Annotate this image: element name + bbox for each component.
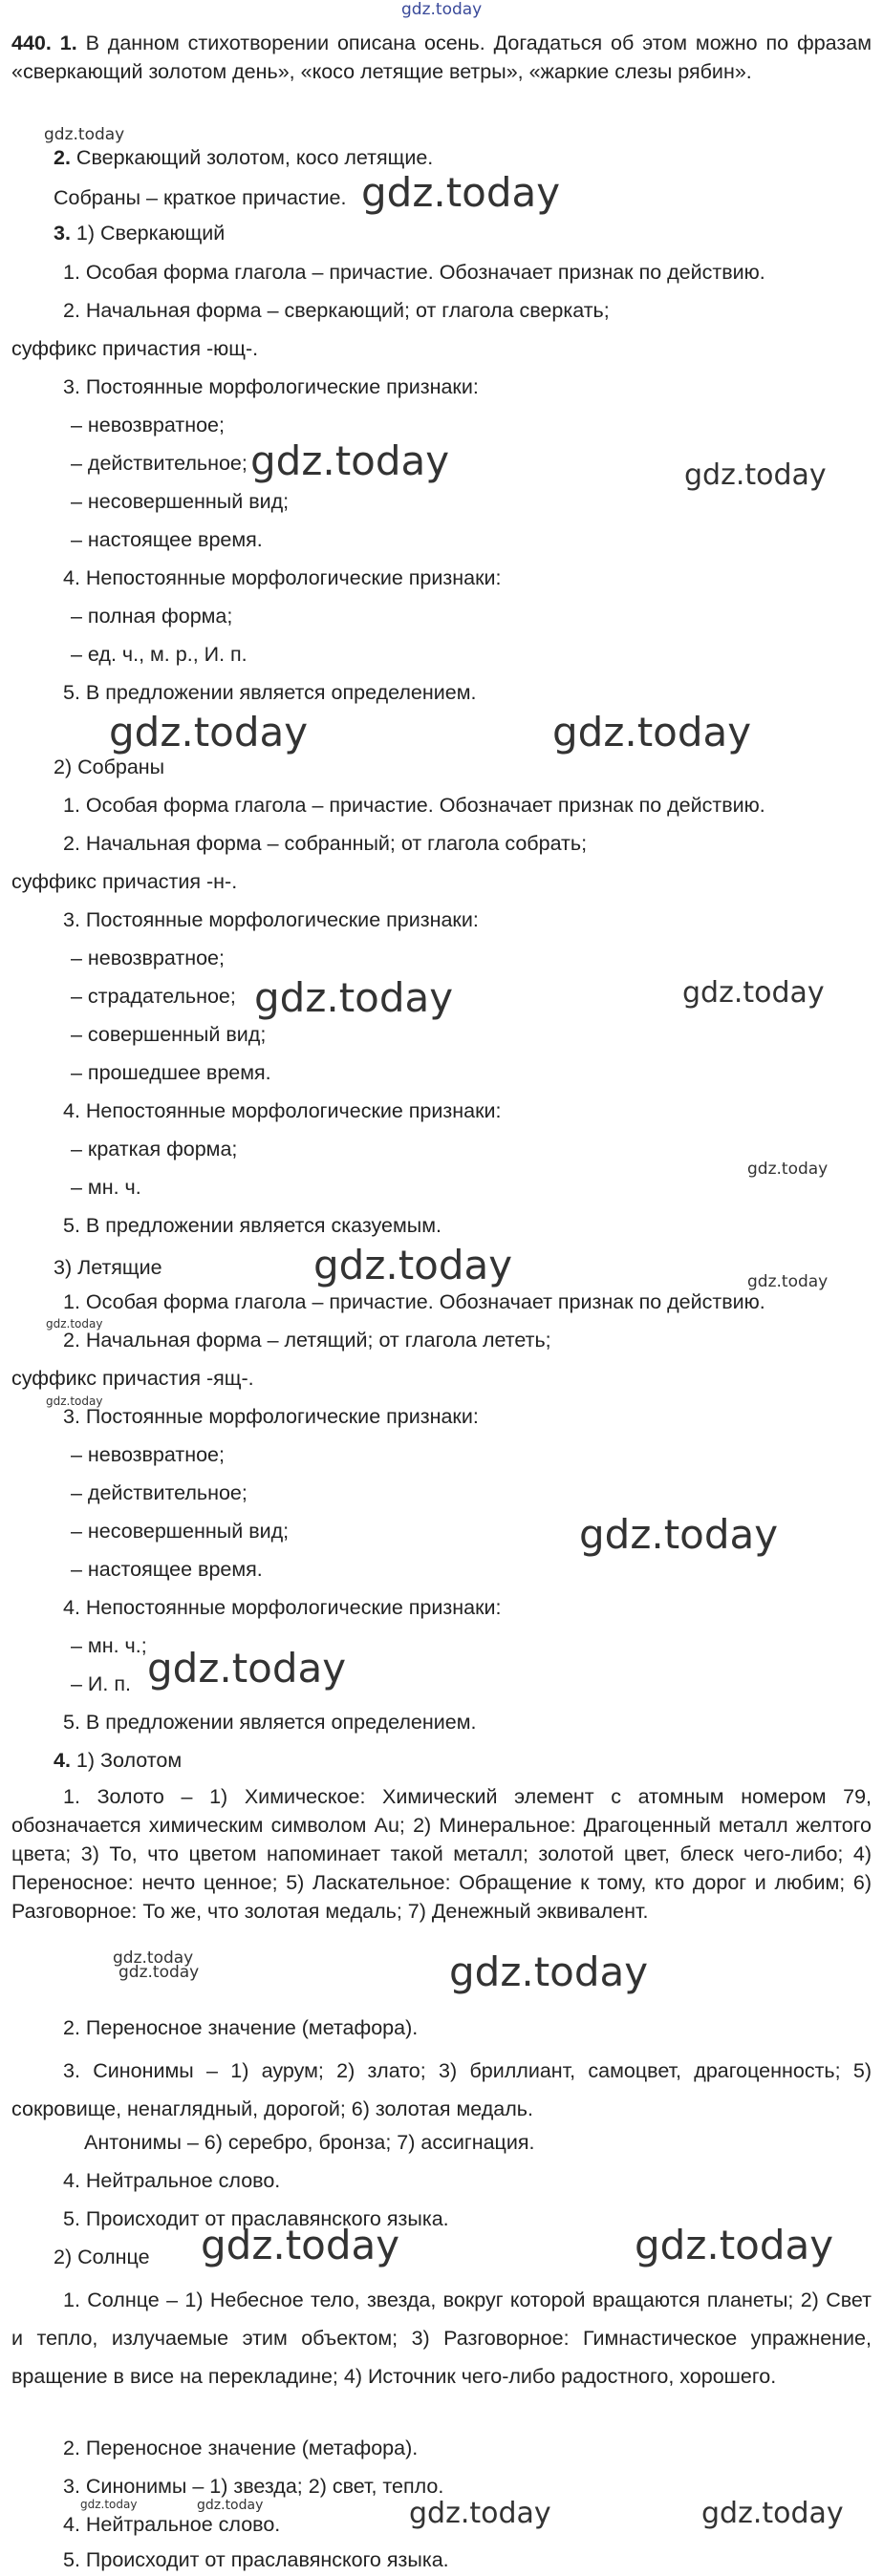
w1-definition: 1. Золото – 1) Химическое: Химический элемент с атомным номером 79, обозначается химическим символом Au; 2) Минеральное: Драгоценный металл желтого цвета; 3) То, что цветом напоминает такой металл; золотой цвет, блеск чего-либо; 4) Переносное: нечто ценное; 5) Ласкательное: Обращение к тому, кто дорог и любим; 6) Разговорное: То же, что золотая медаль; 7) Денежный эквивалент.: [11, 1785, 872, 1923]
watermark: gdz.today: [313, 1242, 513, 1288]
s1-line: – полная форма;: [71, 605, 233, 628]
s3-line: – действительное;: [71, 1481, 248, 1504]
task-number: 440.: [11, 32, 52, 54]
w1-neutral: 4. Нейтральное слово.: [63, 2169, 281, 2192]
task-paragraph-4: 4. 1) Золотом: [54, 1749, 183, 1772]
s1-line: 4. Непостоянные морфологические признаки:: [63, 566, 502, 589]
w2-synonyms: 3. Синонимы – 1) звезда; 2) свет, тепло.: [63, 2475, 444, 2498]
watermark: gdz.today: [701, 2497, 844, 2530]
watermark-top: gdz.today: [401, 0, 483, 19]
w1-figurative: 2. Переносное значение (метафора).: [63, 2016, 419, 2039]
task-paragraph-2-line2: Собраны – краткое причастие.: [54, 186, 347, 209]
watermark: gdz.today: [46, 1394, 103, 1408]
s1-line: 5. В предложении является определением.: [63, 681, 477, 704]
task-paragraph-2: 2. Сверкающий золотом, косо летящие.: [54, 146, 434, 169]
w1-antonyms: Антонимы – 6) серебро, бронза; 7) ассигнация.: [84, 2131, 535, 2154]
w1-origin: 5. Происходит от праславянского языка.: [63, 2207, 449, 2230]
s3-line: суффикс причастия -ящ-.: [11, 1367, 254, 1390]
s2-line: – совершенный вид;: [71, 1023, 267, 1046]
s2-line: – краткая форма;: [71, 1138, 238, 1160]
s3-line: 5. В предложении является определением.: [63, 1711, 477, 1734]
w1-synonyms: 3. Синонимы – 1) аурум; 2) злато; 3) бриллиант, самоцвет, драгоценность; 5) сокровище, ненаглядный, дорогой; 6) золотая медаль.: [11, 2059, 872, 2120]
watermark: gdz.today: [409, 2497, 551, 2530]
s1-line: 1. Особая форма глагола – причастие. Обозначает признак по действию.: [63, 261, 765, 284]
s1-line: – несовершенный вид;: [71, 490, 290, 513]
s3-line: – настоящее время.: [71, 1558, 263, 1581]
s3-line: 4. Непостоянные морфологические признаки:: [63, 1596, 502, 1619]
s2-head: 2) Собраны: [54, 756, 165, 778]
p1-text: В данном стихотворении описана осень. Догадаться об этом можно по фразам «сверкающий золотом день», «косо летящие ветры», «жаркие слезы рябин».: [11, 32, 872, 83]
s1-line: суффикс причастия -ющ-.: [11, 337, 259, 360]
s3-line: 1. Особая форма глагола – причастие. Обозначает признак по действию.: [63, 1290, 765, 1313]
watermark: gdz.today: [682, 976, 825, 1010]
s1-line: – действительное;: [71, 452, 248, 475]
task-paragraph-1: [11, 29, 872, 86]
s1-line: 3. Постоянные морфологические признаки:: [63, 375, 479, 398]
watermark: gdz.today: [552, 709, 752, 756]
s3-line: – И. п.: [71, 1672, 131, 1695]
s3-line: 2. Начальная форма – летящий; от глагола лететь;: [63, 1329, 551, 1352]
watermark: gdz.today: [109, 709, 309, 756]
watermark: gdz.today: [147, 1645, 347, 1692]
watermark: gdz.today: [747, 1272, 829, 1291]
watermark: gdz.today: [44, 125, 125, 144]
watermark: gdz.today: [747, 1160, 829, 1179]
s2-line: 1. Особая форма глагола – причастие. Обозначает признак по действию.: [63, 794, 765, 817]
watermark: gdz.today: [635, 2222, 834, 2268]
s3-line: – несовершенный вид;: [71, 1520, 290, 1543]
s3-line: – мн. ч.;: [71, 1634, 147, 1657]
s1-line: 2. Начальная форма – сверкающий; от глагола сверкать;: [63, 299, 610, 322]
s3-line: – невозвратное;: [71, 1443, 225, 1466]
watermark: gdz.today: [449, 1948, 649, 1995]
w2-head: 2) Солнце: [54, 2246, 150, 2268]
watermark: gdz.today: [254, 974, 454, 1021]
watermark: gdz.today: [201, 2222, 400, 2268]
watermark: gdz.today: [113, 1948, 194, 1968]
watermark: gdz.today: [250, 437, 450, 484]
s2-line: 4. Непостоянные морфологические признаки:: [63, 1099, 502, 1122]
s2-line: – прошедшее время.: [71, 1061, 271, 1084]
watermark: gdz.today: [46, 1317, 103, 1331]
s2-line: 3. Постоянные морфологические признаки:: [63, 908, 479, 931]
watermark: gdz.today: [80, 2498, 138, 2511]
task-paragraph-3: 3. 1) Сверкающий: [54, 222, 226, 245]
w2-definition: 1. Солнце – 1) Небесное тело, звезда, вокруг которой вращаются планеты; 2) Свет и тепло, излучаемые этим объектом; 3) Разговорное: Гимнастическое упражнение, вращение в висе на перекладине; 4) Источник чего-либо радостного, хорошего.: [11, 2289, 872, 2388]
s3-head: 3) Летящие: [54, 1256, 162, 1279]
s2-line: – мн. ч.: [71, 1176, 141, 1199]
w2-origin: 5. Происходит от праславянского языка.: [63, 2548, 449, 2571]
s1-line: – ед. ч., м. р., И. п.: [71, 643, 248, 666]
watermark: gdz.today: [361, 169, 561, 216]
s2-line: суффикс причастия -н-.: [11, 870, 238, 893]
watermark: gdz.today: [118, 1963, 200, 1982]
s2-line: – невозвратное;: [71, 947, 225, 969]
w2-neutral: 4. Нейтральное слово.: [63, 2513, 281, 2536]
s3-line: 3. Постоянные морфологические признаки:: [63, 1405, 479, 1428]
s2-line: 5. В предложении является сказуемым.: [63, 1214, 442, 1237]
s2-line: – страдательное;: [71, 985, 236, 1008]
watermark: gdz.today: [197, 2498, 264, 2513]
w2-figurative: 2. Переносное значение (метафора).: [63, 2437, 419, 2459]
s1-line: – невозвратное;: [71, 414, 225, 436]
watermark: gdz.today: [684, 458, 827, 492]
s2-line: 2. Начальная форма – собранный; от глагола собрать;: [63, 832, 588, 855]
p1-number: 1.: [59, 32, 77, 54]
s1-line: – настоящее время.: [71, 528, 263, 551]
watermark: gdz.today: [579, 1511, 779, 1558]
